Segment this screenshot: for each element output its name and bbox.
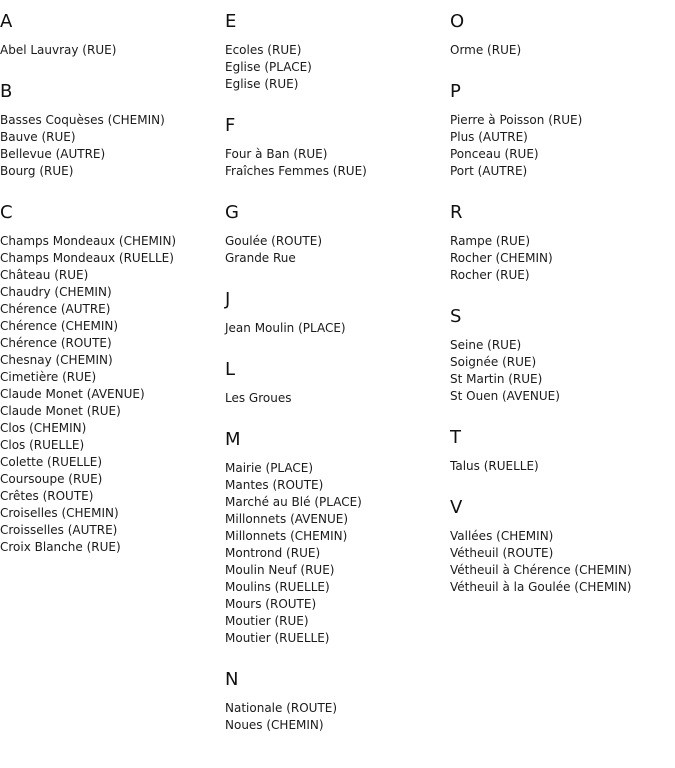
street-name: Plus (AUTRE) bbox=[450, 130, 528, 144]
street-name: Claude Monet (AVENUE) bbox=[0, 387, 145, 401]
index-column-2 bbox=[225, 11, 447, 756]
street-name: Chesnay (CHEMIN) bbox=[0, 353, 113, 367]
letter-group-j bbox=[225, 289, 447, 337]
street-list bbox=[450, 233, 672, 284]
street-name: Moulin Neuf (RUE) bbox=[225, 563, 335, 577]
street-name: Bauve (RUE) bbox=[0, 130, 76, 144]
street-name: Vallées (CHEMIN) bbox=[450, 529, 554, 543]
street-list bbox=[225, 320, 447, 337]
street-name: Chérence (CHEMIN) bbox=[0, 319, 119, 333]
street-list bbox=[225, 146, 447, 180]
street-name: Soignée (RUE) bbox=[450, 355, 537, 369]
street-name: Mairie (PLACE) bbox=[225, 461, 314, 475]
street-list bbox=[450, 528, 672, 596]
street-list bbox=[225, 700, 447, 734]
street-name: Rocher (CHEMIN) bbox=[450, 251, 553, 265]
street-name: Cimetière (RUE) bbox=[0, 370, 97, 384]
street-name: Orme (RUE) bbox=[450, 43, 522, 57]
street-name: Champs Mondeaux (CHEMIN) bbox=[0, 234, 177, 248]
letter-heading: J bbox=[225, 289, 231, 310]
street-name: Chaudry (CHEMIN) bbox=[0, 285, 112, 299]
letter-heading: N bbox=[225, 669, 239, 690]
street-name: Moulins (RUELLE) bbox=[225, 580, 330, 594]
street-name: Millonnets (CHEMIN) bbox=[225, 529, 348, 543]
street-name: St Martin (RUE) bbox=[450, 372, 543, 386]
letter-group-e bbox=[225, 11, 447, 93]
street-name: Crêtes (ROUTE) bbox=[0, 489, 94, 503]
letter-heading: L bbox=[225, 359, 236, 380]
street-name: Rocher (RUE) bbox=[450, 268, 530, 282]
letter-group-r bbox=[450, 202, 672, 284]
letter-heading: A bbox=[0, 11, 13, 32]
letter-group-t bbox=[450, 427, 672, 475]
street-name: Vétheuil à Chérence (CHEMIN) bbox=[450, 563, 632, 577]
letter-group-l bbox=[225, 359, 447, 407]
street-name: Ecoles (RUE) bbox=[225, 43, 302, 57]
street-name: Mours (ROUTE) bbox=[225, 597, 317, 611]
letter-heading: P bbox=[450, 81, 461, 102]
street-name: Eglise (RUE) bbox=[225, 77, 299, 91]
street-name: Talus (RUELLE) bbox=[450, 459, 539, 473]
street-list bbox=[450, 112, 672, 180]
street-name: Colette (RUELLE) bbox=[0, 455, 103, 469]
street-name: Marché au Blé (PLACE) bbox=[225, 495, 362, 509]
street-list bbox=[0, 233, 222, 556]
street-name: Abel Lauvray (RUE) bbox=[0, 43, 117, 57]
street-list bbox=[225, 390, 447, 407]
letter-heading: G bbox=[225, 202, 239, 223]
street-name: Moutier (RUE) bbox=[225, 614, 309, 628]
street-list bbox=[225, 460, 447, 647]
street-name: Vétheuil à la Goulée (CHEMIN) bbox=[450, 580, 632, 594]
letter-heading: T bbox=[450, 427, 461, 448]
street-name: Claude Monet (RUE) bbox=[0, 404, 121, 418]
letter-group-c bbox=[0, 202, 222, 556]
letter-heading: S bbox=[450, 306, 462, 327]
letter-heading: F bbox=[225, 115, 236, 136]
street-name: Croix Blanche (RUE) bbox=[0, 540, 121, 554]
street-name: Ponceau (RUE) bbox=[450, 147, 539, 161]
street-name: Goulée (ROUTE) bbox=[225, 234, 323, 248]
letter-group-a bbox=[0, 11, 222, 59]
street-list bbox=[0, 42, 222, 59]
street-list bbox=[225, 42, 447, 93]
street-name: Seine (RUE) bbox=[450, 338, 522, 352]
street-name: Clos (CHEMIN) bbox=[0, 421, 87, 435]
street-name: Port (AUTRE) bbox=[450, 164, 528, 178]
street-list bbox=[450, 458, 672, 475]
letter-group-g bbox=[225, 202, 447, 267]
street-name: Grande Rue bbox=[225, 251, 296, 265]
street-list bbox=[225, 233, 447, 267]
street-name: Eglise (PLACE) bbox=[225, 60, 312, 74]
letter-heading: O bbox=[450, 11, 465, 32]
index-column-1 bbox=[0, 11, 222, 578]
street-list bbox=[450, 42, 672, 59]
street-name: Jean Moulin (PLACE) bbox=[225, 321, 346, 335]
street-name: Four à Ban (RUE) bbox=[225, 147, 328, 161]
letter-group-o bbox=[450, 11, 672, 59]
street-name: Noues (CHEMIN) bbox=[225, 718, 324, 732]
street-name: Chérence (AUTRE) bbox=[0, 302, 111, 316]
street-name: Bellevue (AUTRE) bbox=[0, 147, 106, 161]
letter-group-p bbox=[450, 81, 672, 180]
letter-group-v bbox=[450, 497, 672, 596]
street-name: Château (RUE) bbox=[0, 268, 89, 282]
street-name: Nationale (ROUTE) bbox=[225, 701, 338, 715]
street-name: St Ouen (AVENUE) bbox=[450, 389, 560, 403]
street-name: Mantes (ROUTE) bbox=[225, 478, 324, 492]
letter-group-s bbox=[450, 306, 672, 405]
letter-group-m bbox=[225, 429, 447, 647]
street-name: Croiselles (CHEMIN) bbox=[0, 506, 119, 520]
letter-heading: B bbox=[0, 81, 13, 102]
street-name: Bourg (RUE) bbox=[0, 164, 74, 178]
street-name: Montrond (RUE) bbox=[225, 546, 321, 560]
street-name: Basses Coquèses (CHEMIN) bbox=[0, 113, 165, 127]
letter-heading: E bbox=[225, 11, 237, 32]
street-name: Champs Mondeaux (RUELLE) bbox=[0, 251, 174, 265]
street-list bbox=[450, 337, 672, 405]
letter-heading: M bbox=[225, 429, 241, 450]
street-name: Pierre à Poisson (RUE) bbox=[450, 113, 583, 127]
letter-heading: R bbox=[450, 202, 463, 223]
letter-group-f bbox=[225, 115, 447, 180]
letter-group-n bbox=[225, 669, 447, 734]
street-name: Rampe (RUE) bbox=[450, 234, 530, 248]
letter-heading: C bbox=[0, 202, 13, 223]
street-name: Fraîches Femmes (RUE) bbox=[225, 164, 367, 178]
index-column-3 bbox=[450, 11, 672, 618]
street-name: Chérence (ROUTE) bbox=[0, 336, 112, 350]
street-name: Clos (RUELLE) bbox=[0, 438, 85, 452]
letter-group-b bbox=[0, 81, 222, 180]
street-name: Moutier (RUELLE) bbox=[225, 631, 330, 645]
street-name: Les Groues bbox=[225, 391, 292, 405]
street-name: Vétheuil (ROUTE) bbox=[450, 546, 554, 560]
street-name: Croisselles (AUTRE) bbox=[0, 523, 118, 537]
street-list bbox=[0, 112, 222, 180]
letter-heading: V bbox=[450, 497, 463, 518]
street-name: Coursoupe (RUE) bbox=[0, 472, 103, 486]
street-name: Millonnets (AVENUE) bbox=[225, 512, 348, 526]
